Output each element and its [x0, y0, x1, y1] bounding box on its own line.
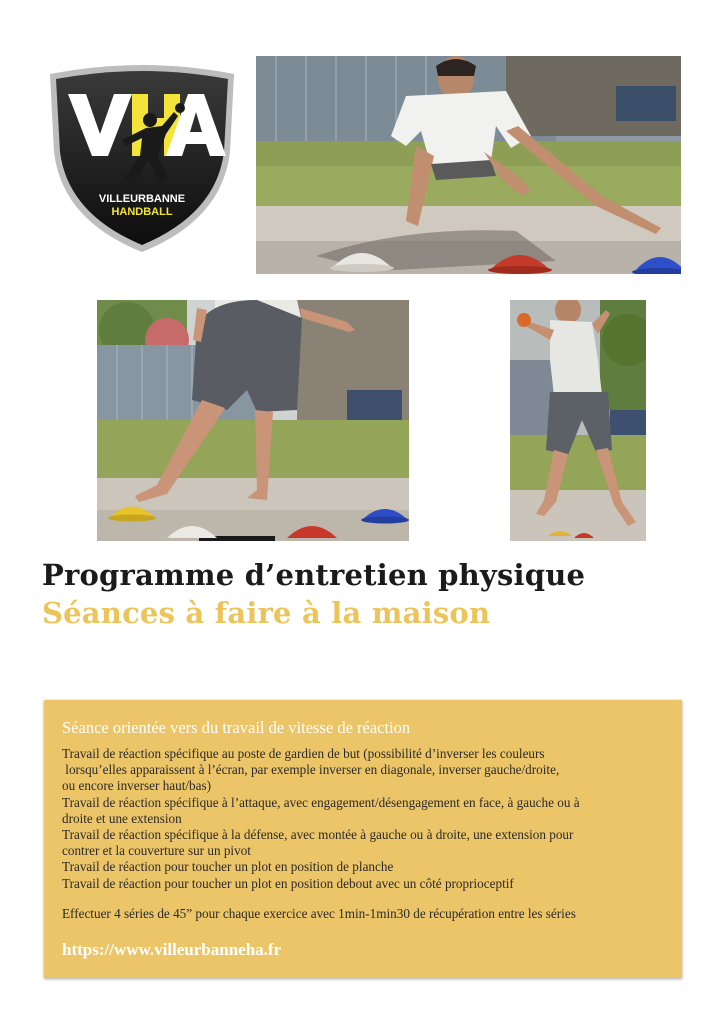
plank-reach-photo	[256, 56, 681, 274]
standing-reach-photo	[510, 300, 646, 541]
exercise-line: ou encore inverser haut/bas)	[62, 778, 212, 794]
exercise-line: Travail de réaction pour toucher un plot en position de planche	[62, 859, 394, 875]
exercise-line: lorsqu’elles apparaissent à l’écran, par exemple inverser en diagonale, inverser gauche/droite,	[62, 762, 560, 778]
exercise-list	[62, 746, 664, 892]
session-info-box	[44, 700, 682, 978]
page-subtitle: Séances à faire à la maison	[42, 596, 491, 630]
lateral-lunge-photo	[97, 300, 409, 541]
vha-shield-icon	[42, 60, 242, 256]
logo-club-line2: HANDBALL	[111, 206, 173, 218]
exercise-line: droite et une extension	[62, 810, 182, 826]
exercise-line: Travail de réaction pour toucher un plot en position debout avec un côté proprioceptif	[62, 875, 514, 891]
series-note: Effectuer 4 séries de 45” pour chaque exercice avec 1min-1min30 de récupération entre les séries	[62, 905, 576, 921]
exercise-line: Travail de réaction spécifique à l’attaque, avec engagement/désengagement en face, à gauche ou à	[62, 794, 580, 810]
logo-club-line1: VILLEURBANNE	[98, 193, 186, 205]
club-logo	[42, 60, 242, 256]
exercise-line: Travail de réaction spécifique au poste de gardien de but (possibilité d’inverser les couleurs	[62, 746, 545, 761]
website-link[interactable]: https://www.villeurbanneha.fr	[62, 939, 282, 959]
exercise-line: contrer et la couverture sur un pivot	[62, 843, 251, 859]
exercise-line: Travail de réaction spécifique à la défense, avec montée à gauche ou à droite, une extension pour	[62, 827, 574, 843]
session-heading: Séance orientée vers du travail de vitesse de réaction	[62, 718, 411, 737]
page-title: Programme d’entretien physique	[42, 558, 586, 592]
